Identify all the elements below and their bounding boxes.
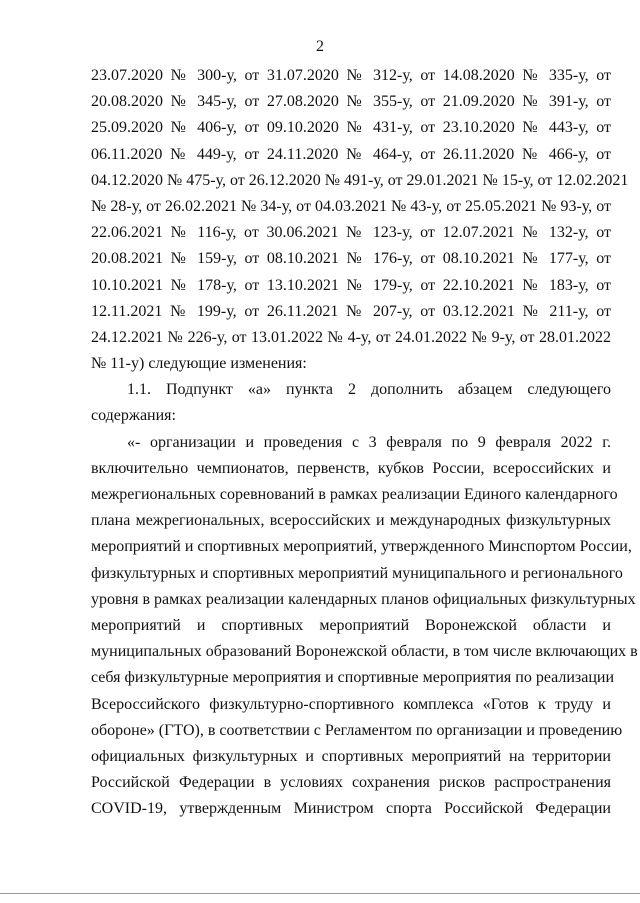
- text-line: уровня в рамках реализации календарных планов официальных физкультурных: [91, 590, 636, 608]
- text-line: мероприятий и спортивных мероприятий, утвержденного Минспортом России,: [91, 538, 632, 556]
- text-line: № 28-у, от 26.02.2021 № 34-у, от 04.03.2021 № 43-у, от 25.05.2021 № 93-у, от: [91, 197, 611, 215]
- text-line: 06.11.2020 № 449-у, от 24.11.2020 № 464-у, от 26.11.2020 № 466-у, от: [91, 145, 611, 163]
- text-line: включительно чемпионатов, первенств, кубков России, всероссийских и: [91, 459, 611, 477]
- document-body: [91, 63, 638, 822]
- text-line: «- организации и проведения с 3 февраля по 9 февраля 2022 г.: [127, 433, 611, 451]
- text-line: 20.08.2020 № 345-у, от 27.08.2020 № 355-у, от 21.09.2020 № 391-у, от: [91, 93, 611, 111]
- text-line: 10.10.2021 № 178-у, от 13.10.2021 № 179-у, от 22.10.2021 № 183-у, от: [91, 276, 611, 294]
- text-line: COVID-19, утвержденным Министром спорта Российской Федерации: [91, 800, 611, 818]
- text-line: Всероссийского физкультурно-спортивного комплекса «Готов к труду и: [91, 695, 611, 713]
- text-line: 23.07.2020 № 300-у, от 31.07.2020 № 312-у, от 14.08.2020 № 335-у, от: [91, 67, 611, 84]
- text-line: официальных физкультурных и спортивных мероприятий на территории: [91, 747, 611, 765]
- text-line: 20.08.2021 № 159-у, от 08.10.2021 № 176-у, от 08.10.2021 № 177-у, от: [91, 250, 611, 268]
- text-line: № 11-у) следующие изменения:: [91, 355, 307, 373]
- text-line: плана межрегиональных, всероссийских и международных физкультурных: [91, 512, 611, 530]
- page-bottom-rule: [0, 893, 640, 894]
- text-line: обороне» (ГТО), в соответствии с Регламентом по организации и проведению: [91, 721, 623, 739]
- text-line: Российской Федерации в условиях сохранения рисков распространения: [91, 774, 611, 792]
- text-line: муниципальных образований Воронежской области, в том числе включающих в: [91, 643, 638, 661]
- text-line: 04.12.2020 № 475-у, от 26.12.2020 № 491-у, от 29.01.2021 № 15-у, от 12.02.2021: [91, 171, 629, 189]
- text-line: мероприятий и спортивных мероприятий Воронежской области и: [91, 616, 611, 634]
- text-line: 25.09.2020 № 406-у, от 09.10.2020 № 431-у, от 23.10.2020 № 443-у, от: [91, 119, 611, 137]
- text-line: межрегиональных соревнований в рамках реализации Единого календарного: [91, 486, 618, 503]
- text-line: себя физкультурные мероприятия и спортивные мероприятия по реализации: [91, 669, 615, 687]
- text-line: физкультурных и спортивных мероприятий муниципального и регионального: [91, 564, 623, 582]
- text-line: содержания:: [91, 407, 176, 425]
- text-line: 12.11.2021 № 199-у, от 26.11.2021 № 207-у, от 03.12.2021 № 211-у, от: [91, 302, 611, 320]
- page-number: 2: [316, 38, 324, 55]
- text-line: 22.06.2021 № 116-у, от 30.06.2021 № 123-у, от 12.07.2021 № 132-у, от: [91, 224, 611, 242]
- text-line: 1.1. Подпункт «а» пункта 2 дополнить абзацем следующего: [127, 381, 611, 399]
- text-line: 24.12.2021 № 226-у, от 13.01.2022 № 4-у, от 24.01.2022 № 9-у, от 28.01.2022: [91, 328, 611, 346]
